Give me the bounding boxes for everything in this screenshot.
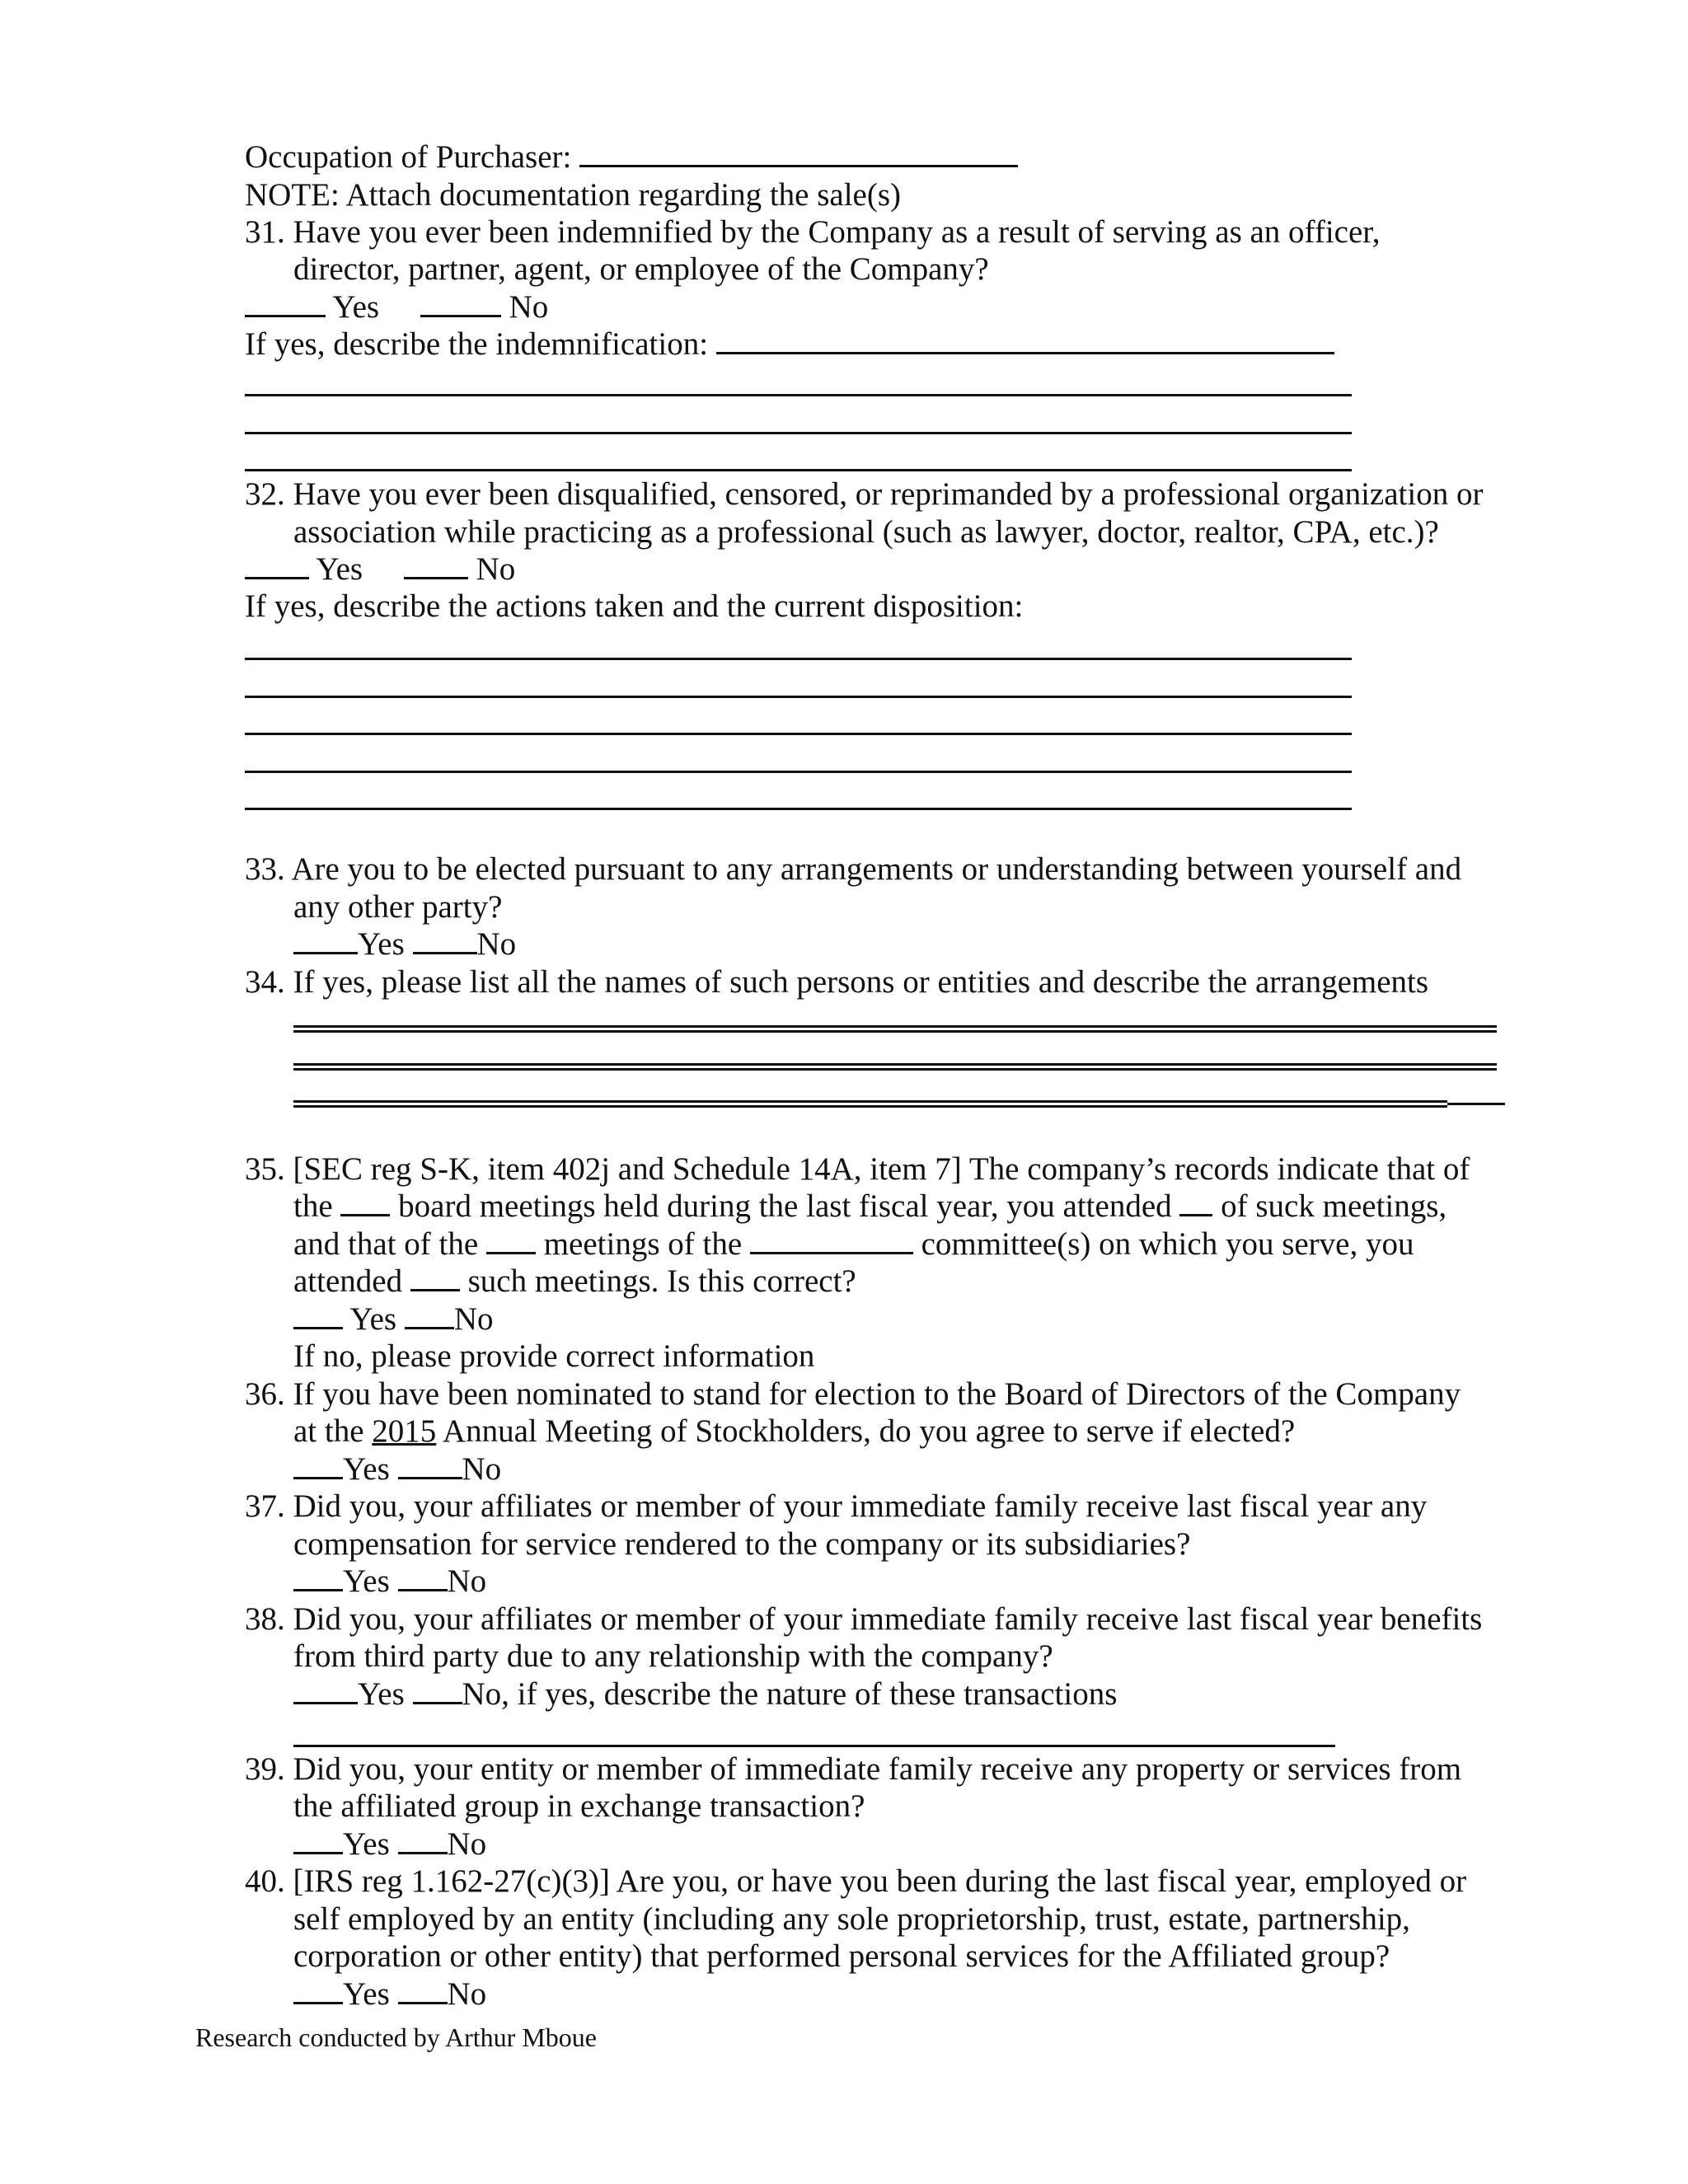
q39-no-label: No xyxy=(447,1826,487,1862)
q38-text-2: from third party due to any relationship with the company? xyxy=(293,1638,1053,1674)
note-line: NOTE: Attach documentation regarding the sale(s) xyxy=(245,177,901,213)
q40-text-2: self employed by an entity (including any sole proprietorship, trust, estate, partnership, xyxy=(293,1901,1410,1937)
q40-no-blank[interactable] xyxy=(398,1977,448,2004)
q31-text-1: 31. Have you ever been indemnified by the Company as a result of serving as an officer, xyxy=(245,214,1381,250)
q35-text-4 xyxy=(293,1263,856,1301)
q35-l3-a: and that of the xyxy=(293,1226,479,1262)
q38-no-label: No, if yes, describe the nature of these transactions xyxy=(462,1676,1118,1712)
q39-text-2: the affiliated group in exchange transaction? xyxy=(293,1788,865,1824)
q38-yes-label: Yes xyxy=(358,1676,405,1712)
q35-l2-b: board meetings held during the last fiscal year, you attended xyxy=(398,1188,1172,1224)
occupation-blank[interactable] xyxy=(579,140,1018,167)
q33-yes-label: Yes xyxy=(358,926,405,962)
q36-text-2 xyxy=(293,1413,1295,1451)
q35-yes-blank[interactable] xyxy=(293,1302,343,1329)
q32-answer xyxy=(245,551,515,588)
q33-no-blank[interactable] xyxy=(413,927,477,954)
q34-text-1: 34. If yes, please list all the names of such persons or entities and describe the arrangements xyxy=(245,964,1429,1000)
q34-answer-line-1[interactable] xyxy=(293,1025,1497,1033)
q32-yes-label: Yes xyxy=(316,551,363,587)
q35-l2-c: of suck meetings, xyxy=(1221,1188,1447,1224)
q32-no-label: No xyxy=(476,551,516,587)
q36-no-label: No xyxy=(462,1451,502,1487)
q32-answer-line-4[interactable] xyxy=(245,771,1352,773)
q40-yes-blank[interactable] xyxy=(293,1977,343,2004)
q39-no-blank[interactable] xyxy=(398,1827,448,1854)
q32-answer-line-5[interactable] xyxy=(245,808,1352,810)
q34-answer-line-3[interactable] xyxy=(293,1100,1447,1108)
q31-describe-blank[interactable] xyxy=(716,327,1334,354)
occupation-line xyxy=(245,138,1018,176)
q38-answer xyxy=(293,1675,1117,1713)
q31-yes-label: Yes xyxy=(332,289,380,325)
q33-text-1: 33. Are you to be elected pursuant to any arrangements or understanding between yourself and xyxy=(245,851,1462,887)
q35-attended-blank[interactable] xyxy=(1179,1189,1212,1216)
q35-committee-name-blank[interactable] xyxy=(750,1227,913,1254)
q37-text-1: 37. Did you, your affiliates or member of your immediate family receive last fiscal year any xyxy=(245,1488,1428,1524)
q35-l4-a: attended xyxy=(293,1263,403,1299)
q35-ifno: If no, please provide correct information xyxy=(293,1338,815,1374)
q31-yes-blank[interactable] xyxy=(245,290,326,317)
occupation-label: Occupation of Purchaser: xyxy=(245,139,572,175)
q37-answer xyxy=(293,1563,486,1601)
q36-yes-label: Yes xyxy=(343,1451,390,1487)
q40-text-1: 40. [IRS reg 1.162-27(c)(3)] Are you, or have you been during the last fiscal year, employed or xyxy=(245,1863,1467,1899)
q40-answer xyxy=(293,1975,486,2013)
q36-yes-blank[interactable] xyxy=(293,1452,343,1479)
q32-answer-line-2[interactable] xyxy=(245,696,1352,698)
q36-no-blank[interactable] xyxy=(398,1452,462,1479)
q31-describe-label: If yes, describe the indemnification: xyxy=(245,326,709,362)
q39-text-1: 39. Did you, your entity or member of immediate family receive any property or services from xyxy=(245,1751,1462,1787)
q33-no-label: No xyxy=(476,926,517,962)
q36-l2-b: Annual Meeting of Stockholders, do you agree to serve if elected? xyxy=(442,1413,1296,1449)
q32-describe: If yes, describe the actions taken and the current disposition: xyxy=(245,588,1024,624)
q32-no-blank[interactable] xyxy=(404,552,468,579)
q32-answer-line-3[interactable] xyxy=(245,733,1352,735)
q31-describe xyxy=(245,326,1334,363)
q32-text-1: 32. Have you ever been disqualified, censored, or reprimanded by a professional organization or xyxy=(245,476,1484,512)
q35-answer xyxy=(293,1301,493,1338)
q31-answer-line-1[interactable] xyxy=(245,394,1352,396)
q37-yes-blank[interactable] xyxy=(293,1564,343,1591)
q37-no-blank[interactable] xyxy=(398,1564,448,1591)
q35-l3-b: meetings of the xyxy=(543,1226,743,1262)
q34-answer-line-3-tail xyxy=(1447,1103,1505,1105)
q38-answer-line[interactable] xyxy=(293,1745,1335,1747)
q35-text-1: 35. [SEC reg S-K, item 402j and Schedule 14A, item 7] The company’s records indicate that of xyxy=(245,1151,1470,1187)
q32-text-2: association while practicing as a professional (such as lawyer, doctor, realtor, CPA, etc.)? xyxy=(293,514,1439,550)
q34-answer-line-2[interactable] xyxy=(293,1063,1497,1071)
q31-no-blank[interactable] xyxy=(420,290,501,317)
q38-text-1: 38. Did you, your affiliates or member of your immediate family receive last fiscal year benefits xyxy=(245,1601,1483,1637)
q33-text-2: any other party? xyxy=(293,889,503,925)
q36-l2-a: at the xyxy=(293,1413,364,1449)
q36-answer xyxy=(293,1451,501,1488)
q37-yes-label: Yes xyxy=(343,1563,390,1599)
q35-text-2 xyxy=(293,1188,1447,1226)
q40-no-label: No xyxy=(447,1976,487,2012)
q31-answer-line-2[interactable] xyxy=(245,432,1352,434)
q39-yes-label: Yes xyxy=(343,1826,390,1862)
q35-committee-meetings-blank[interactable] xyxy=(486,1227,536,1254)
q32-answer-line-1[interactable] xyxy=(245,658,1352,660)
q36-text-1: 36. If you have been nominated to stand for election to the Board of Directors of the Company xyxy=(245,1376,1461,1412)
q32-yes-blank[interactable] xyxy=(245,552,309,579)
q35-l3-c: committee(s) on which you serve, you xyxy=(921,1226,1414,1262)
q35-no-label: No xyxy=(453,1301,494,1337)
q36-year: 2015 xyxy=(372,1413,437,1449)
q33-answer xyxy=(293,926,516,963)
q31-text-2: director, partner, agent, or employee of the Company? xyxy=(293,251,989,287)
q40-text-3: corporation or other entity) that performed personal services for the Affiliated group? xyxy=(293,1938,1390,1974)
q38-yes-blank[interactable] xyxy=(293,1677,358,1704)
q37-text-2: compensation for service rendered to the company or its subsidiaries? xyxy=(293,1526,1191,1562)
q31-answer xyxy=(245,288,548,326)
q31-answer-line-3[interactable] xyxy=(245,469,1352,471)
q39-answer xyxy=(293,1825,486,1863)
q35-yes-label: Yes xyxy=(349,1301,397,1337)
q40-yes-label: Yes xyxy=(343,1976,390,2012)
q35-text-3 xyxy=(293,1226,1414,1263)
q39-yes-blank[interactable] xyxy=(293,1827,343,1854)
q35-no-blank[interactable] xyxy=(405,1302,454,1329)
q38-no-blank[interactable] xyxy=(413,1677,462,1704)
q35-board-meetings-blank[interactable] xyxy=(340,1189,390,1216)
q31-no-label: No xyxy=(509,289,549,325)
q35-attended-such-blank[interactable] xyxy=(410,1264,460,1291)
q35-l2-a: the xyxy=(293,1188,333,1224)
q37-no-label: No xyxy=(447,1563,487,1599)
q33-yes-blank[interactable] xyxy=(293,927,358,954)
q35-l4-b: such meetings. Is this correct? xyxy=(467,1263,856,1299)
footer-credit: Research conducted by Arthur Mboue xyxy=(195,2022,597,2052)
